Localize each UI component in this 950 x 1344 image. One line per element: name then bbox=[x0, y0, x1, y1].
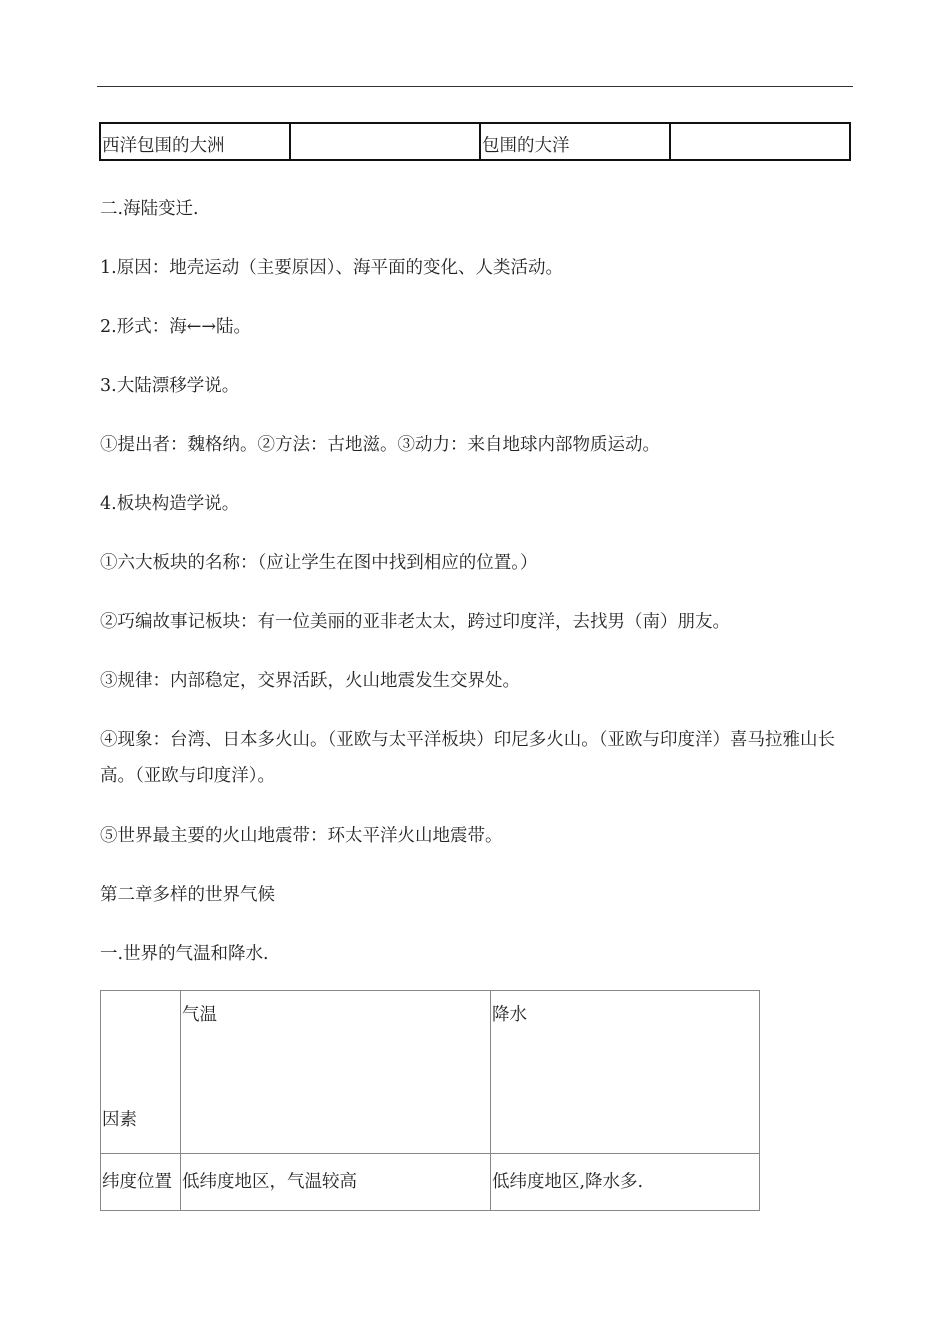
paragraph-continental-drift: 3.大陆漂移学说。 bbox=[100, 376, 240, 396]
header-cell-precipitation: 降水 bbox=[491, 991, 760, 1154]
header-cell-temperature: 气温 bbox=[181, 991, 491, 1154]
table-cell: 低纬度地区，气温较高 bbox=[181, 1154, 491, 1211]
paragraph-mnemonic: ②巧编故事记板块：有一位美丽的亚非老太太，跨过印度洋，去找男（南）朋友。 bbox=[100, 612, 730, 632]
paragraph-rule: ③规律：内部稳定，交界活跃，火山地震发生交界处。 bbox=[100, 671, 520, 691]
continent-ocean-table bbox=[99, 122, 851, 161]
chapter-heading: 第二章多样的世界气候 bbox=[100, 885, 275, 905]
table-cell: 纬度位置 bbox=[101, 1154, 181, 1211]
section-heading-temperature-precipitation: 一.世界的气温和降水. bbox=[100, 944, 269, 964]
table-cell bbox=[290, 123, 480, 160]
table-cell: 包围的大洋 bbox=[480, 123, 670, 160]
table-cell bbox=[670, 123, 850, 160]
table-cell: 低纬度地区,降水多. bbox=[491, 1154, 760, 1211]
paragraph-volcanic-belt: ⑤世界最主要的火山地震带：环太平洋火山地震带。 bbox=[100, 826, 503, 846]
paragraph-form: 2.形式：海←→陆。 bbox=[100, 317, 252, 337]
table-row bbox=[101, 1154, 760, 1211]
paragraph-cause: 1.原因：地壳运动（主要原因）、海平面的变化、人类活动。 bbox=[100, 258, 563, 278]
climate-factors-table bbox=[100, 990, 760, 1211]
table-cell: 西洋包围的大洲 bbox=[100, 123, 290, 160]
paragraph-six-plates: ①六大板块的名称：（应让学生在图中找到相应的位置。） bbox=[100, 553, 538, 573]
header-cell-factor: 因素 bbox=[101, 991, 181, 1154]
section-heading-sea-land-change: 二.海陆变迁. bbox=[100, 199, 199, 219]
header-rule bbox=[97, 86, 853, 87]
table-header-row bbox=[101, 991, 760, 1154]
table-row bbox=[100, 123, 850, 160]
paragraph-phenomena: ④现象：台湾、日本多火山。（亚欧与太平洋板块）印尼多火山。（亚欧与印度洋）喜马拉雅山长高。（亚欧与印度洋）。 bbox=[100, 730, 835, 786]
paragraph-drift-details: ①提出者：魏格纳。②方法：古地滋。③动力：来自地球内部物质运动。 bbox=[100, 435, 660, 455]
paragraph-plate-tectonics: 4.板块构造学说。 bbox=[100, 494, 240, 514]
